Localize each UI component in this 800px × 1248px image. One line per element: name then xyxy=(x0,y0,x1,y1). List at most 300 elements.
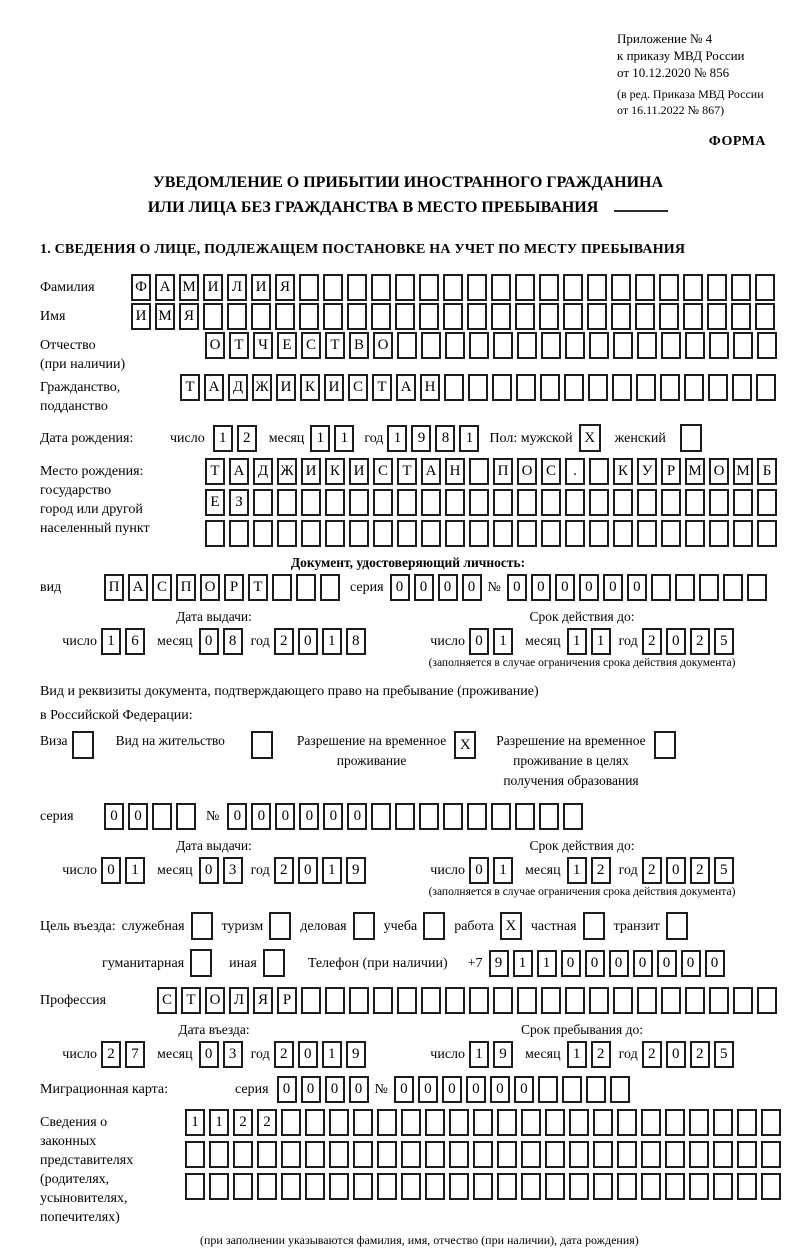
char-cell[interactable] xyxy=(305,1109,325,1136)
char-cell[interactable]: 0 xyxy=(666,1041,686,1068)
char-cell[interactable] xyxy=(469,987,489,1014)
char-cell[interactable] xyxy=(349,987,369,1014)
char-cell[interactable]: 3 xyxy=(223,857,243,884)
char-cell[interactable] xyxy=(473,1141,493,1168)
char-cell[interactable] xyxy=(281,1141,301,1168)
char-cell[interactable] xyxy=(737,1141,757,1168)
char-cell[interactable]: 0 xyxy=(585,950,605,977)
char-cell[interactable]: Т xyxy=(325,332,345,359)
char-cell[interactable] xyxy=(733,520,753,547)
char-cell[interactable]: 0 xyxy=(507,574,527,601)
char-cell[interactable]: 0 xyxy=(227,803,247,830)
char-cell[interactable] xyxy=(329,1173,349,1200)
char-cell[interactable]: 8 xyxy=(223,628,243,655)
char-cell[interactable] xyxy=(449,1173,469,1200)
char-cell[interactable]: И xyxy=(276,374,296,401)
char-cell[interactable] xyxy=(651,574,671,601)
char-cell[interactable]: А xyxy=(421,458,441,485)
char-cell[interactable]: Б xyxy=(757,458,777,485)
char-cell[interactable]: 0 xyxy=(251,803,271,830)
char-cell[interactable]: 0 xyxy=(462,574,482,601)
char-cell[interactable] xyxy=(709,489,729,516)
char-cell[interactable] xyxy=(689,1141,709,1168)
char-cell[interactable] xyxy=(661,520,681,547)
char-cell[interactable]: 1 xyxy=(567,1041,587,1068)
char-cell[interactable]: Д xyxy=(253,458,273,485)
char-cell[interactable] xyxy=(473,1173,493,1200)
purpose-other-checkbox[interactable] xyxy=(263,949,285,977)
char-cell[interactable] xyxy=(517,987,537,1014)
char-cell[interactable] xyxy=(685,332,705,359)
char-cell[interactable]: 5 xyxy=(714,857,734,884)
char-cell[interactable]: 0 xyxy=(301,1076,321,1103)
char-cell[interactable]: 7 xyxy=(125,1041,145,1068)
char-cell[interactable]: 5 xyxy=(714,1041,734,1068)
char-cell[interactable] xyxy=(493,489,513,516)
char-cell[interactable] xyxy=(641,1141,661,1168)
char-cell[interactable]: 2 xyxy=(690,857,710,884)
char-cell[interactable]: 1 xyxy=(493,628,513,655)
char-cell[interactable]: . xyxy=(565,458,585,485)
char-cell[interactable]: 0 xyxy=(390,574,410,601)
char-cell[interactable] xyxy=(377,1109,397,1136)
char-cell[interactable] xyxy=(493,520,513,547)
char-cell[interactable] xyxy=(521,1141,541,1168)
purpose-tourism-checkbox[interactable] xyxy=(269,912,291,940)
char-cell[interactable]: О xyxy=(200,574,220,601)
char-cell[interactable] xyxy=(323,303,343,330)
char-cell[interactable] xyxy=(517,489,537,516)
char-cell[interactable]: 1 xyxy=(185,1109,205,1136)
char-cell[interactable]: Ч xyxy=(253,332,273,359)
char-cell[interactable] xyxy=(539,303,559,330)
char-cell[interactable] xyxy=(708,374,728,401)
char-cell[interactable]: С xyxy=(541,458,561,485)
char-cell[interactable] xyxy=(521,1109,541,1136)
char-cell[interactable] xyxy=(233,1173,253,1200)
char-cell[interactable] xyxy=(641,1109,661,1136)
purpose-work-checkbox[interactable]: X xyxy=(500,912,522,940)
char-cell[interactable] xyxy=(425,1141,445,1168)
char-cell[interactable] xyxy=(637,332,657,359)
char-cell[interactable]: 0 xyxy=(657,950,677,977)
char-cell[interactable]: М xyxy=(155,303,175,330)
char-cell[interactable]: 1 xyxy=(387,425,407,452)
char-cell[interactable] xyxy=(732,374,752,401)
char-cell[interactable] xyxy=(545,1173,565,1200)
char-cell[interactable] xyxy=(723,574,743,601)
char-cell[interactable] xyxy=(610,1076,630,1103)
char-cell[interactable]: Т xyxy=(229,332,249,359)
char-cell[interactable] xyxy=(185,1141,205,1168)
char-cell[interactable] xyxy=(205,520,225,547)
char-cell[interactable]: 0 xyxy=(275,803,295,830)
char-cell[interactable] xyxy=(397,332,417,359)
char-cell[interactable] xyxy=(538,1076,558,1103)
char-cell[interactable] xyxy=(731,303,751,330)
char-cell[interactable] xyxy=(497,1141,517,1168)
char-cell[interactable] xyxy=(443,303,463,330)
char-cell[interactable]: 0 xyxy=(633,950,653,977)
char-cell[interactable] xyxy=(761,1141,781,1168)
char-cell[interactable] xyxy=(685,987,705,1014)
char-cell[interactable] xyxy=(588,374,608,401)
char-cell[interactable] xyxy=(347,274,367,301)
char-cell[interactable] xyxy=(564,374,584,401)
char-cell[interactable] xyxy=(756,374,776,401)
char-cell[interactable] xyxy=(661,489,681,516)
char-cell[interactable]: Р xyxy=(661,458,681,485)
char-cell[interactable] xyxy=(323,274,343,301)
char-cell[interactable]: 2 xyxy=(642,857,662,884)
char-cell[interactable] xyxy=(713,1109,733,1136)
char-cell[interactable]: 0 xyxy=(199,857,219,884)
char-cell[interactable] xyxy=(419,274,439,301)
char-cell[interactable]: С xyxy=(348,374,368,401)
char-cell[interactable] xyxy=(515,303,535,330)
char-cell[interactable] xyxy=(257,1141,277,1168)
char-cell[interactable] xyxy=(371,274,391,301)
option-temp-residence-checkbox[interactable]: X xyxy=(454,731,476,759)
char-cell[interactable] xyxy=(281,1173,301,1200)
char-cell[interactable] xyxy=(713,1173,733,1200)
char-cell[interactable] xyxy=(587,274,607,301)
char-cell[interactable] xyxy=(731,274,751,301)
char-cell[interactable] xyxy=(589,987,609,1014)
char-cell[interactable]: Л xyxy=(229,987,249,1014)
char-cell[interactable]: Л xyxy=(227,274,247,301)
char-cell[interactable]: К xyxy=(300,374,320,401)
char-cell[interactable]: Н xyxy=(420,374,440,401)
char-cell[interactable]: 0 xyxy=(325,1076,345,1103)
char-cell[interactable]: 8 xyxy=(435,425,455,452)
char-cell[interactable] xyxy=(443,803,463,830)
char-cell[interactable] xyxy=(251,303,271,330)
char-cell[interactable] xyxy=(617,1109,637,1136)
char-cell[interactable] xyxy=(209,1173,229,1200)
char-cell[interactable]: 0 xyxy=(555,574,575,601)
char-cell[interactable] xyxy=(541,987,561,1014)
char-cell[interactable]: Е xyxy=(277,332,297,359)
char-cell[interactable] xyxy=(395,303,415,330)
char-cell[interactable] xyxy=(497,1109,517,1136)
char-cell[interactable] xyxy=(443,274,463,301)
char-cell[interactable]: 1 xyxy=(310,425,330,452)
sex-female-checkbox[interactable] xyxy=(680,424,702,452)
char-cell[interactable] xyxy=(761,1109,781,1136)
char-cell[interactable]: 1 xyxy=(567,628,587,655)
char-cell[interactable]: 0 xyxy=(104,803,124,830)
char-cell[interactable] xyxy=(397,489,417,516)
char-cell[interactable] xyxy=(421,520,441,547)
char-cell[interactable] xyxy=(425,1109,445,1136)
char-cell[interactable]: К xyxy=(613,458,633,485)
char-cell[interactable]: 0 xyxy=(666,857,686,884)
char-cell[interactable] xyxy=(637,489,657,516)
char-cell[interactable] xyxy=(737,1173,757,1200)
char-cell[interactable] xyxy=(689,1173,709,1200)
char-cell[interactable] xyxy=(281,1109,301,1136)
char-cell[interactable] xyxy=(227,303,247,330)
char-cell[interactable]: 0 xyxy=(514,1076,534,1103)
char-cell[interactable]: 2 xyxy=(274,1041,294,1068)
char-cell[interactable] xyxy=(401,1173,421,1200)
char-cell[interactable] xyxy=(593,1173,613,1200)
char-cell[interactable] xyxy=(467,803,487,830)
char-cell[interactable]: Ж xyxy=(252,374,272,401)
char-cell[interactable]: 0 xyxy=(442,1076,462,1103)
char-cell[interactable] xyxy=(733,987,753,1014)
char-cell[interactable] xyxy=(397,987,417,1014)
char-cell[interactable]: 1 xyxy=(322,1041,342,1068)
char-cell[interactable] xyxy=(468,374,488,401)
char-cell[interactable]: 0 xyxy=(298,1041,318,1068)
char-cell[interactable]: Ф xyxy=(131,274,151,301)
char-cell[interactable]: 0 xyxy=(705,950,725,977)
char-cell[interactable] xyxy=(176,803,196,830)
char-cell[interactable] xyxy=(541,332,561,359)
option-temp-residence-education-checkbox[interactable] xyxy=(654,731,676,759)
char-cell[interactable] xyxy=(419,803,439,830)
char-cell[interactable] xyxy=(305,1173,325,1200)
char-cell[interactable] xyxy=(305,1141,325,1168)
char-cell[interactable] xyxy=(563,274,583,301)
char-cell[interactable]: И xyxy=(203,274,223,301)
char-cell[interactable] xyxy=(445,489,465,516)
char-cell[interactable] xyxy=(493,332,513,359)
char-cell[interactable] xyxy=(707,274,727,301)
char-cell[interactable] xyxy=(637,520,657,547)
char-cell[interactable] xyxy=(541,489,561,516)
char-cell[interactable] xyxy=(565,987,585,1014)
char-cell[interactable]: 1 xyxy=(213,425,233,452)
char-cell[interactable]: 2 xyxy=(274,857,294,884)
char-cell[interactable] xyxy=(401,1141,421,1168)
char-cell[interactable]: 9 xyxy=(493,1041,513,1068)
char-cell[interactable] xyxy=(445,520,465,547)
char-cell[interactable] xyxy=(521,1173,541,1200)
char-cell[interactable] xyxy=(445,987,465,1014)
char-cell[interactable] xyxy=(563,303,583,330)
char-cell[interactable] xyxy=(301,987,321,1014)
char-cell[interactable]: 0 xyxy=(469,628,489,655)
char-cell[interactable]: 0 xyxy=(603,574,623,601)
purpose-humanitarian-checkbox[interactable] xyxy=(190,949,212,977)
char-cell[interactable] xyxy=(275,303,295,330)
char-cell[interactable] xyxy=(545,1141,565,1168)
char-cell[interactable]: Т xyxy=(180,374,200,401)
char-cell[interactable] xyxy=(515,274,535,301)
char-cell[interactable]: 0 xyxy=(609,950,629,977)
char-cell[interactable] xyxy=(689,1109,709,1136)
char-cell[interactable]: 2 xyxy=(591,1041,611,1068)
char-cell[interactable] xyxy=(299,274,319,301)
char-cell[interactable]: З xyxy=(229,489,249,516)
char-cell[interactable] xyxy=(613,489,633,516)
char-cell[interactable]: 1 xyxy=(334,425,354,452)
char-cell[interactable]: 2 xyxy=(591,857,611,884)
char-cell[interactable]: 1 xyxy=(493,857,513,884)
char-cell[interactable]: 0 xyxy=(323,803,343,830)
char-cell[interactable]: П xyxy=(104,574,124,601)
char-cell[interactable] xyxy=(467,303,487,330)
char-cell[interactable] xyxy=(593,1141,613,1168)
char-cell[interactable] xyxy=(515,803,535,830)
char-cell[interactable]: 2 xyxy=(237,425,257,452)
char-cell[interactable]: И xyxy=(324,374,344,401)
char-cell[interactable] xyxy=(635,274,655,301)
char-cell[interactable] xyxy=(152,803,172,830)
char-cell[interactable] xyxy=(253,489,273,516)
char-cell[interactable]: О xyxy=(709,458,729,485)
char-cell[interactable] xyxy=(636,374,656,401)
char-cell[interactable] xyxy=(659,274,679,301)
char-cell[interactable] xyxy=(684,374,704,401)
char-cell[interactable] xyxy=(733,489,753,516)
char-cell[interactable] xyxy=(277,489,297,516)
char-cell[interactable] xyxy=(612,374,632,401)
char-cell[interactable] xyxy=(565,489,585,516)
char-cell[interactable] xyxy=(569,1141,589,1168)
char-cell[interactable] xyxy=(709,332,729,359)
char-cell[interactable]: П xyxy=(176,574,196,601)
char-cell[interactable] xyxy=(747,574,767,601)
option-visa-checkbox[interactable] xyxy=(72,731,94,759)
char-cell[interactable] xyxy=(685,489,705,516)
char-cell[interactable] xyxy=(353,1173,373,1200)
char-cell[interactable] xyxy=(373,987,393,1014)
char-cell[interactable]: А xyxy=(204,374,224,401)
char-cell[interactable] xyxy=(563,803,583,830)
char-cell[interactable]: 0 xyxy=(579,574,599,601)
char-cell[interactable]: С xyxy=(373,458,393,485)
char-cell[interactable] xyxy=(569,1109,589,1136)
char-cell[interactable]: 0 xyxy=(466,1076,486,1103)
char-cell[interactable]: 2 xyxy=(233,1109,253,1136)
char-cell[interactable] xyxy=(419,303,439,330)
char-cell[interactable] xyxy=(539,274,559,301)
char-cell[interactable] xyxy=(562,1076,582,1103)
char-cell[interactable]: 2 xyxy=(690,628,710,655)
char-cell[interactable] xyxy=(685,520,705,547)
char-cell[interactable] xyxy=(635,303,655,330)
char-cell[interactable]: 1 xyxy=(125,857,145,884)
char-cell[interactable]: 2 xyxy=(101,1041,121,1068)
char-cell[interactable] xyxy=(757,489,777,516)
purpose-study-checkbox[interactable] xyxy=(423,912,445,940)
char-cell[interactable] xyxy=(709,520,729,547)
char-cell[interactable] xyxy=(397,520,417,547)
char-cell[interactable]: О xyxy=(517,458,537,485)
char-cell[interactable]: 0 xyxy=(394,1076,414,1103)
char-cell[interactable] xyxy=(589,489,609,516)
char-cell[interactable] xyxy=(613,987,633,1014)
char-cell[interactable]: Д xyxy=(228,374,248,401)
char-cell[interactable] xyxy=(377,1141,397,1168)
char-cell[interactable]: 6 xyxy=(125,628,145,655)
char-cell[interactable] xyxy=(565,520,585,547)
char-cell[interactable]: С xyxy=(301,332,321,359)
char-cell[interactable] xyxy=(517,520,537,547)
char-cell[interactable] xyxy=(469,332,489,359)
char-cell[interactable] xyxy=(497,1173,517,1200)
char-cell[interactable] xyxy=(469,520,489,547)
char-cell[interactable] xyxy=(586,1076,606,1103)
char-cell[interactable] xyxy=(613,520,633,547)
char-cell[interactable]: 1 xyxy=(322,628,342,655)
char-cell[interactable]: Р xyxy=(277,987,297,1014)
char-cell[interactable]: 0 xyxy=(414,574,434,601)
char-cell[interactable]: 9 xyxy=(346,857,366,884)
char-cell[interactable] xyxy=(349,489,369,516)
char-cell[interactable] xyxy=(517,332,537,359)
char-cell[interactable] xyxy=(617,1141,637,1168)
char-cell[interactable] xyxy=(377,1173,397,1200)
char-cell[interactable]: 3 xyxy=(223,1041,243,1068)
purpose-transit-checkbox[interactable] xyxy=(666,912,688,940)
char-cell[interactable]: 1 xyxy=(322,857,342,884)
char-cell[interactable]: Т xyxy=(372,374,392,401)
char-cell[interactable]: 1 xyxy=(513,950,533,977)
char-cell[interactable]: 0 xyxy=(666,628,686,655)
char-cell[interactable]: 0 xyxy=(101,857,121,884)
char-cell[interactable]: 0 xyxy=(349,1076,369,1103)
char-cell[interactable] xyxy=(301,520,321,547)
char-cell[interactable]: О xyxy=(373,332,393,359)
char-cell[interactable] xyxy=(493,987,513,1014)
char-cell[interactable]: 0 xyxy=(128,803,148,830)
char-cell[interactable] xyxy=(737,1109,757,1136)
char-cell[interactable]: Р xyxy=(224,574,244,601)
char-cell[interactable] xyxy=(296,574,316,601)
char-cell[interactable]: Я xyxy=(179,303,199,330)
char-cell[interactable] xyxy=(425,1173,445,1200)
char-cell[interactable] xyxy=(539,803,559,830)
char-cell[interactable]: Т xyxy=(205,458,225,485)
char-cell[interactable] xyxy=(233,1141,253,1168)
char-cell[interactable] xyxy=(491,303,511,330)
char-cell[interactable]: 2 xyxy=(690,1041,710,1068)
char-cell[interactable] xyxy=(757,332,777,359)
char-cell[interactable] xyxy=(347,303,367,330)
char-cell[interactable]: 0 xyxy=(299,803,319,830)
char-cell[interactable]: Т xyxy=(181,987,201,1014)
char-cell[interactable] xyxy=(469,458,489,485)
char-cell[interactable] xyxy=(713,1141,733,1168)
char-cell[interactable] xyxy=(421,489,441,516)
char-cell[interactable] xyxy=(757,987,777,1014)
char-cell[interactable]: М xyxy=(733,458,753,485)
char-cell[interactable] xyxy=(587,303,607,330)
char-cell[interactable]: Я xyxy=(275,274,295,301)
char-cell[interactable]: И xyxy=(131,303,151,330)
char-cell[interactable]: 0 xyxy=(199,628,219,655)
char-cell[interactable] xyxy=(665,1141,685,1168)
char-cell[interactable] xyxy=(272,574,292,601)
char-cell[interactable] xyxy=(565,332,585,359)
char-cell[interactable] xyxy=(755,274,775,301)
char-cell[interactable] xyxy=(755,303,775,330)
char-cell[interactable] xyxy=(371,803,391,830)
char-cell[interactable]: С xyxy=(152,574,172,601)
char-cell[interactable] xyxy=(589,520,609,547)
char-cell[interactable] xyxy=(325,987,345,1014)
char-cell[interactable]: 1 xyxy=(591,628,611,655)
char-cell[interactable] xyxy=(421,987,441,1014)
char-cell[interactable] xyxy=(757,520,777,547)
char-cell[interactable]: 1 xyxy=(567,857,587,884)
char-cell[interactable] xyxy=(491,274,511,301)
